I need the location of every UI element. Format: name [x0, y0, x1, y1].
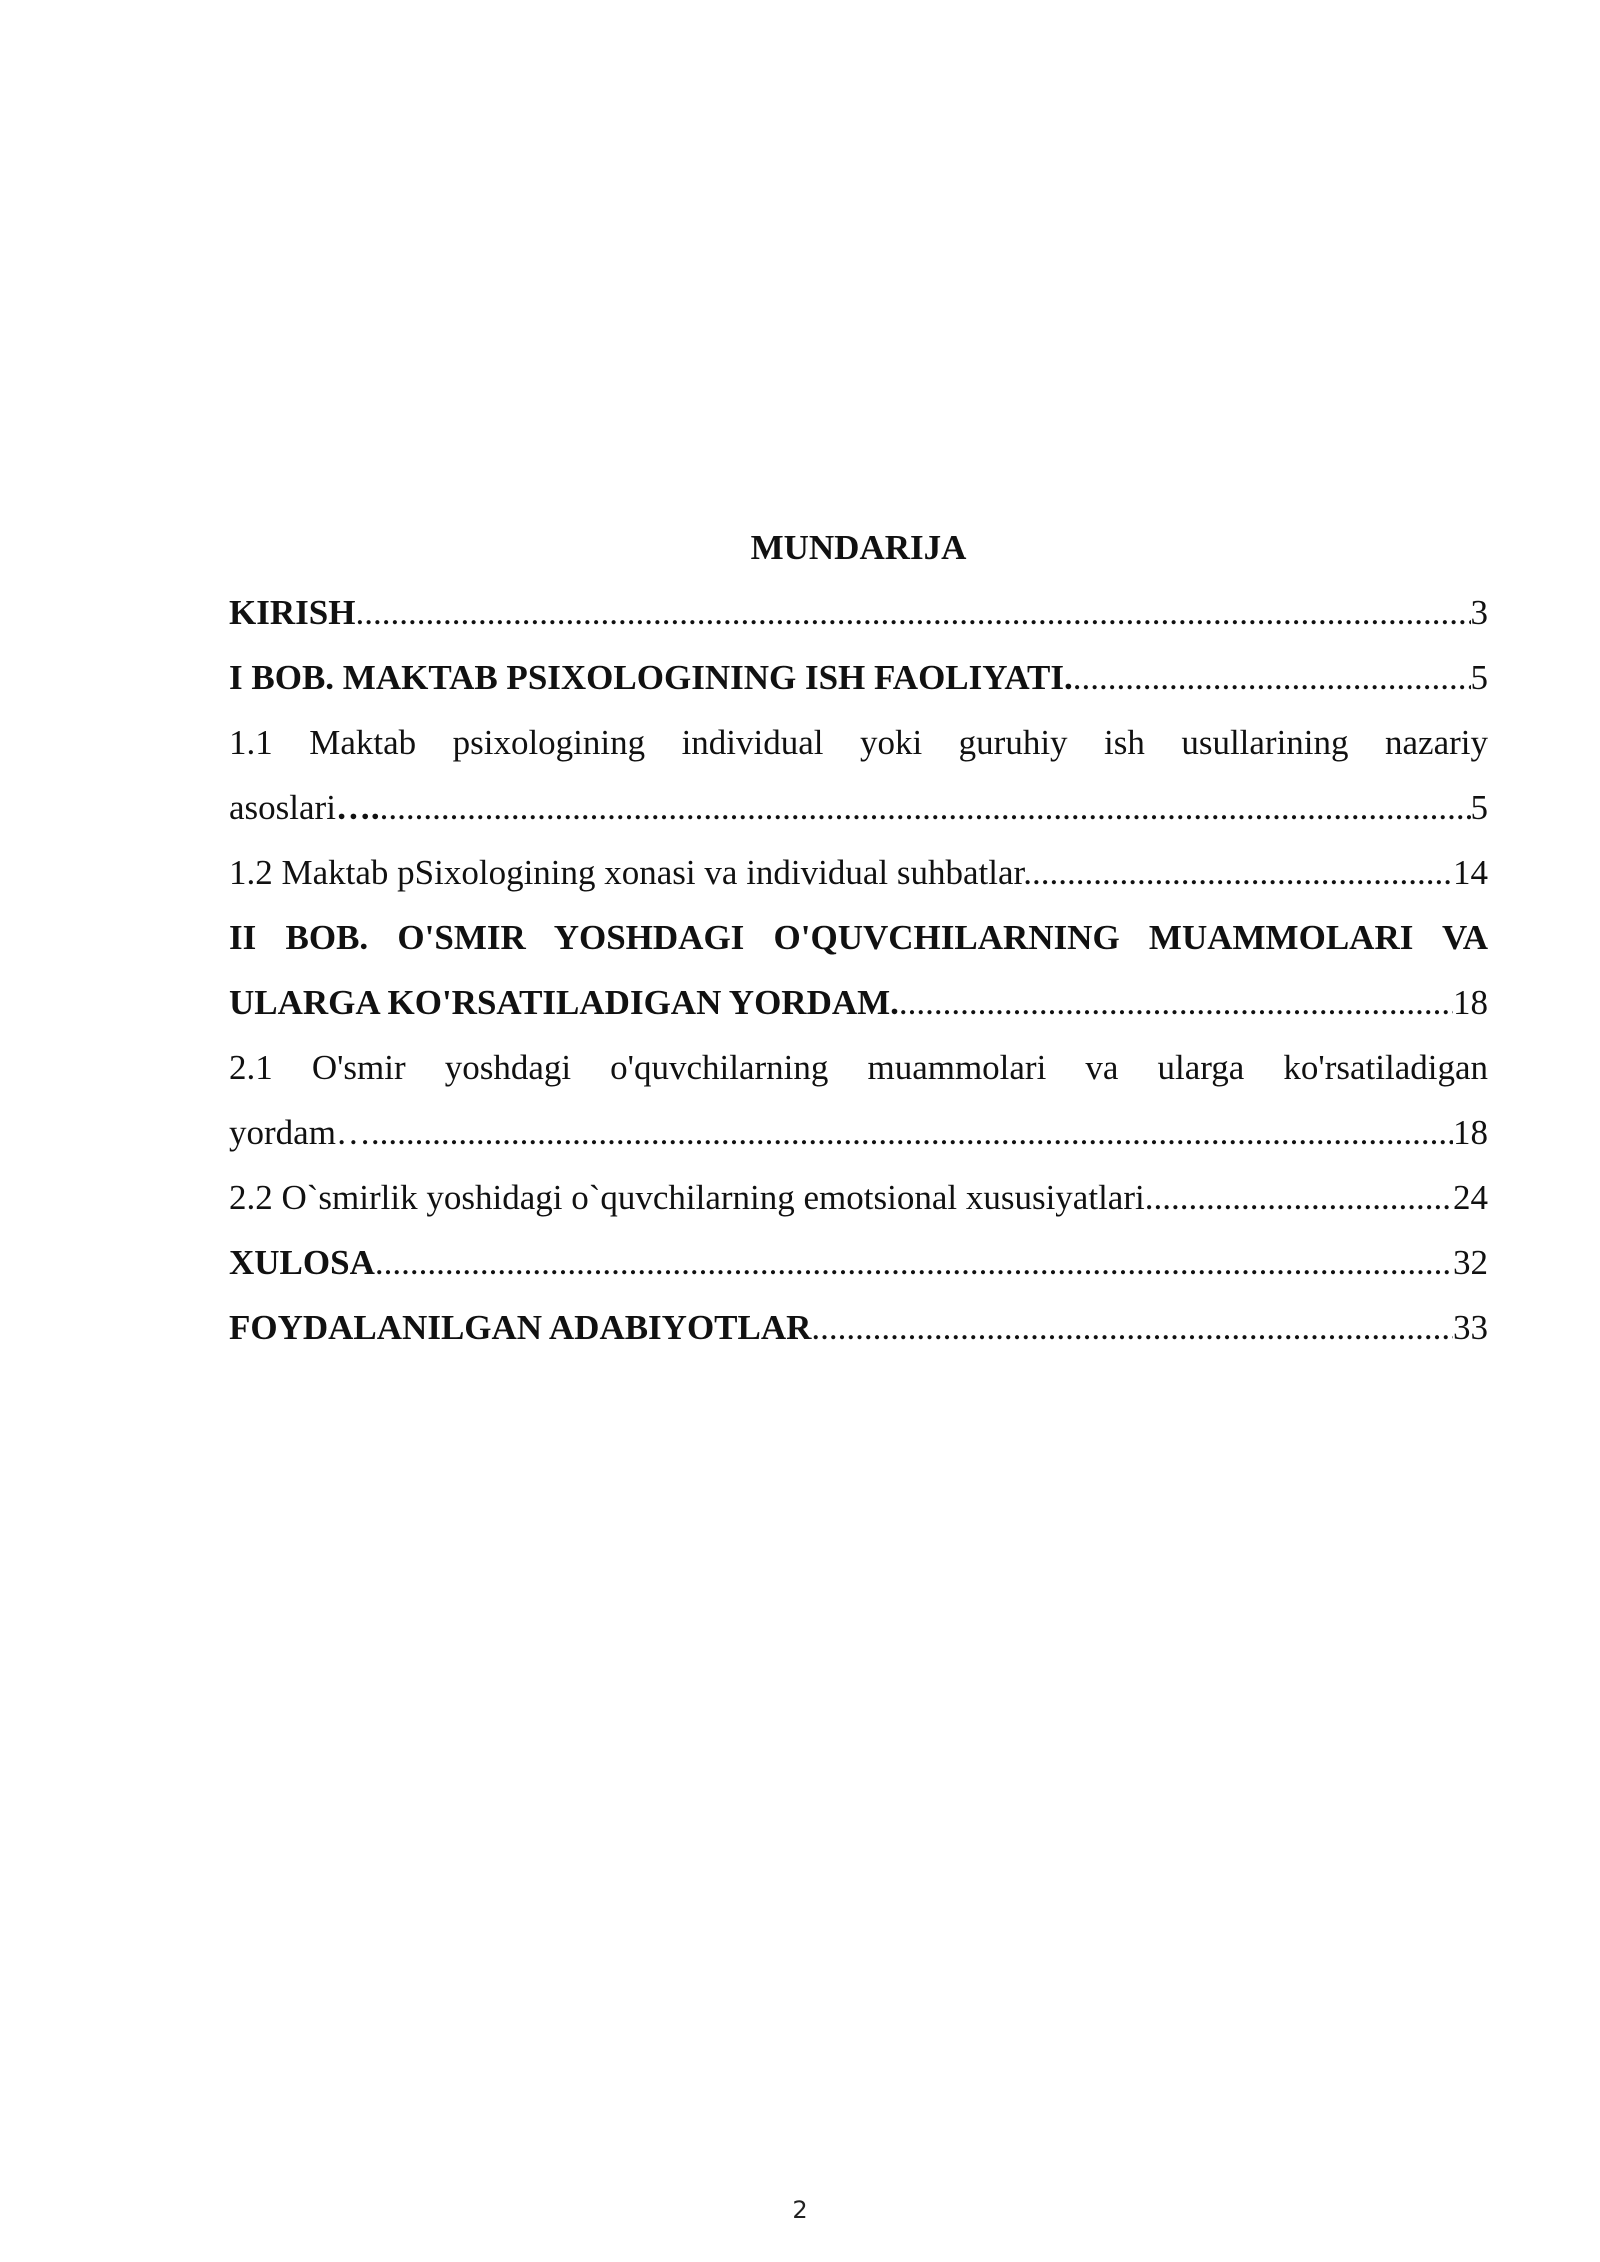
toc-page-number: 24 — [1453, 1178, 1488, 1217]
toc-entry-text: 1.2 Maktab pSixologining xonasi va individual suhbatlar. — [229, 853, 1032, 892]
toc-entry-adabiyotlar — [229, 1295, 1488, 1360]
toc-entry-text: II BOB. O'SMIR YOSHDAGI O'QUVCHILARNING MUAMMOLARI VA — [229, 918, 1488, 957]
dot-leader — [1032, 840, 1453, 905]
dot-leader — [811, 1295, 1453, 1360]
toc-entry-section-2-1 — [229, 1035, 1488, 1165]
toc-entry-text: KIRISH — [229, 593, 356, 632]
toc-page-number: 33 — [1453, 1308, 1488, 1347]
toc-page-number: 32 — [1453, 1243, 1488, 1282]
toc-entry-text-continued: yordam… — [229, 1113, 371, 1152]
toc-page-number: 5 — [1470, 788, 1488, 827]
toc-entry-text: 2.2 O`smirlik yoshidagi o`quvchilarning emotsional xususiyatlari. — [229, 1178, 1154, 1217]
toc-entry-section-2-2 — [229, 1165, 1488, 1230]
toc-entry-section-1-1 — [229, 710, 1488, 840]
toc-entry-chapter-2 — [229, 905, 1488, 1035]
toc-entry-text: 2.1 O'smir yoshdagi o'quvchilarning muammolari va ularga ko'rsatiladigan — [229, 1048, 1488, 1087]
toc-entry-text-continued: ULARGA KO'RSATILADIGAN YORDAM. — [229, 983, 899, 1022]
toc-entry-text: FOYDALANILGAN ADABIYOTLAR — [229, 1308, 812, 1347]
dot-leader — [899, 970, 1453, 1035]
dot-leader — [380, 775, 1471, 840]
toc-entry-text: XULOSA — [229, 1243, 375, 1282]
toc-title: MUNDARIJA — [750, 528, 967, 567]
dot-leader — [1073, 645, 1471, 710]
toc-entry-xulosa — [229, 1230, 1488, 1295]
toc-entry-text-continued: asoslari…. — [229, 788, 380, 827]
page-number: 2 — [792, 2196, 808, 2224]
toc-entry-chapter-1 — [229, 645, 1488, 710]
dot-leader — [355, 580, 1470, 645]
toc-entry-text: I BOB. MAKTAB PSIXOLOGINING ISH FAOLIYATI. — [229, 658, 1073, 697]
toc-entry-text: 1.1 Maktab psixologining individual yoki guruhiy ish usullarining nazariy — [229, 723, 1488, 762]
table-of-contents — [229, 515, 1488, 1360]
dot-leader — [1153, 1165, 1453, 1230]
toc-page-number: 5 — [1470, 658, 1488, 697]
toc-entry-section-1-2 — [229, 840, 1488, 905]
toc-page-number: 18 — [1453, 1113, 1488, 1152]
toc-page-number: 18 — [1453, 983, 1488, 1022]
dot-leader — [371, 1100, 1453, 1165]
toc-entry-kirish — [229, 580, 1488, 645]
toc-page-number: 14 — [1453, 853, 1488, 892]
toc-page-number: 3 — [1470, 593, 1488, 632]
dot-leader — [375, 1230, 1453, 1295]
